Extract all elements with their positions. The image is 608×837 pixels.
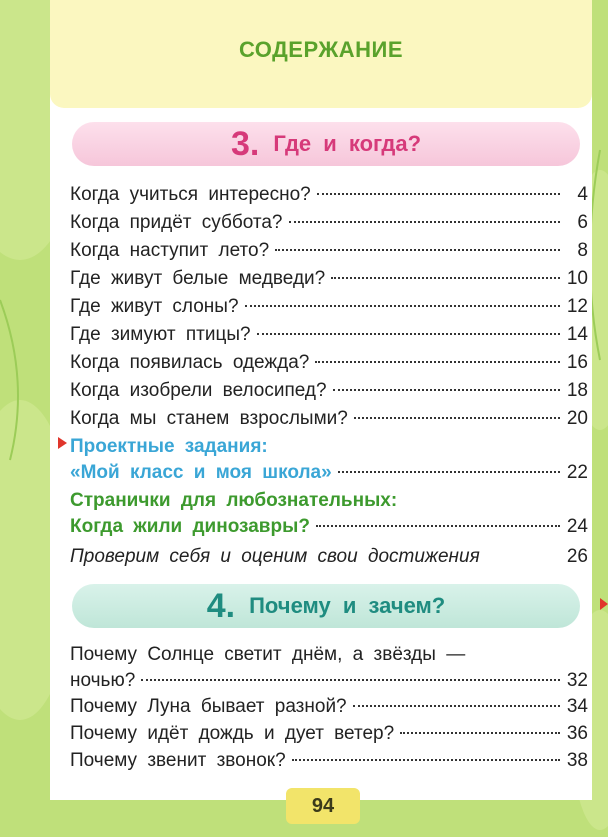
toc-entry[interactable] [70,721,588,747]
section-4-number: 4. [206,586,236,625]
curious-heading: Странички для любознательных: [70,490,398,511]
toc-entry-selfcheck[interactable] [70,544,588,570]
curious-title: Когда жили динозавры? [70,516,310,537]
dot-leader [354,417,560,419]
toc-entry-text: Почему Солнце светит днём, а звёзды — [70,644,466,665]
toc-entry-page: 36 [566,723,588,744]
page-title: СОДЕРЖАНИЕ [238,37,404,62]
section-3-title: Где и когда? [273,131,422,156]
dot-leader [289,221,561,223]
section-3-number: 3. [230,124,260,163]
toc-entry[interactable] [70,694,588,720]
toc-entry-page: 26 [566,546,588,567]
toc-entry-page: 38 [566,750,588,771]
toc-entry-page: 14 [566,324,588,345]
toc-entry-page: 16 [566,352,588,373]
dot-leader [257,333,560,335]
toc-entry-page: 32 [566,670,588,691]
toc-entry-curious[interactable] [70,488,588,540]
toc-entry[interactable] [70,748,588,774]
toc-entry[interactable] [70,406,588,432]
toc-entry[interactable] [70,642,588,694]
selfcheck-text: Проверим себя и оценим свои достижения [70,546,480,567]
section-4-heading [72,584,580,628]
toc-entry-page: 22 [566,462,588,483]
toc-entry-text: Почему Луна бывает разной? [70,696,347,717]
toc-entry[interactable] [70,350,588,376]
toc-entry[interactable] [70,378,588,404]
dot-leader [141,679,560,681]
dot-leader [245,305,560,307]
red-arrow-icon [600,598,608,610]
toc-entry[interactable] [70,182,588,208]
toc-entry[interactable] [70,294,588,320]
dot-leader [400,732,560,734]
dot-leader [317,193,560,195]
toc-entry-page: 10 [566,268,588,289]
dot-leader [338,471,560,473]
toc-entry-text-cont: ночью? [70,670,136,691]
toc-entry-page: 4 [577,184,588,205]
toc-entry-page: 18 [566,380,588,401]
toc-entry-project[interactable] [70,434,588,486]
dot-leader [315,361,560,363]
toc-entry-text: Когда изобрели велосипед? [70,380,327,401]
toc-entry[interactable] [70,210,588,236]
toc-entry-text: Когда учиться интересно? [70,184,311,205]
toc-entry-text: Где живут белые медведи? [70,268,326,289]
toc-entry-page: 34 [566,696,588,717]
red-triangle-marker-icon [58,437,67,449]
project-title: «Мой класс и моя школа» [70,462,332,483]
toc-entry-page: 20 [566,408,588,429]
section-4-title: Почему и зачем? [249,593,446,618]
toc-entry[interactable] [70,322,588,348]
toc-entry-page: 8 [577,240,588,261]
toc-entry-text: Когда придёт суббота? [70,212,283,233]
toc-entry-text: Где живут слоны? [70,296,239,317]
dot-leader [316,525,560,527]
toc-entry-text: Когда наступит лето? [70,240,270,261]
toc-entry-page: 6 [577,212,588,233]
dot-leader [292,759,560,761]
toc-entry[interactable] [70,266,588,292]
dot-leader [333,389,560,391]
page-number: 94 [286,788,360,824]
toc-entry[interactable] [70,238,588,264]
toc-entry-page: 24 [566,516,588,537]
toc-entry-text: Почему идёт дождь и дует ветер? [70,723,395,744]
toc-entry-page: 12 [566,296,588,317]
dot-leader [275,249,560,251]
toc-entry-text: Почему звенит звонок? [70,750,286,771]
dot-leader [353,705,560,707]
toc-entry-text: Когда появилась одежда? [70,352,310,373]
toc-entry-text: Где зимуют птицы? [70,324,251,345]
section-3-heading [72,122,580,166]
toc-entry-text: Когда мы станем взрослыми? [70,408,348,429]
dot-leader [331,277,560,279]
project-heading: Проектные задания: [70,436,268,457]
